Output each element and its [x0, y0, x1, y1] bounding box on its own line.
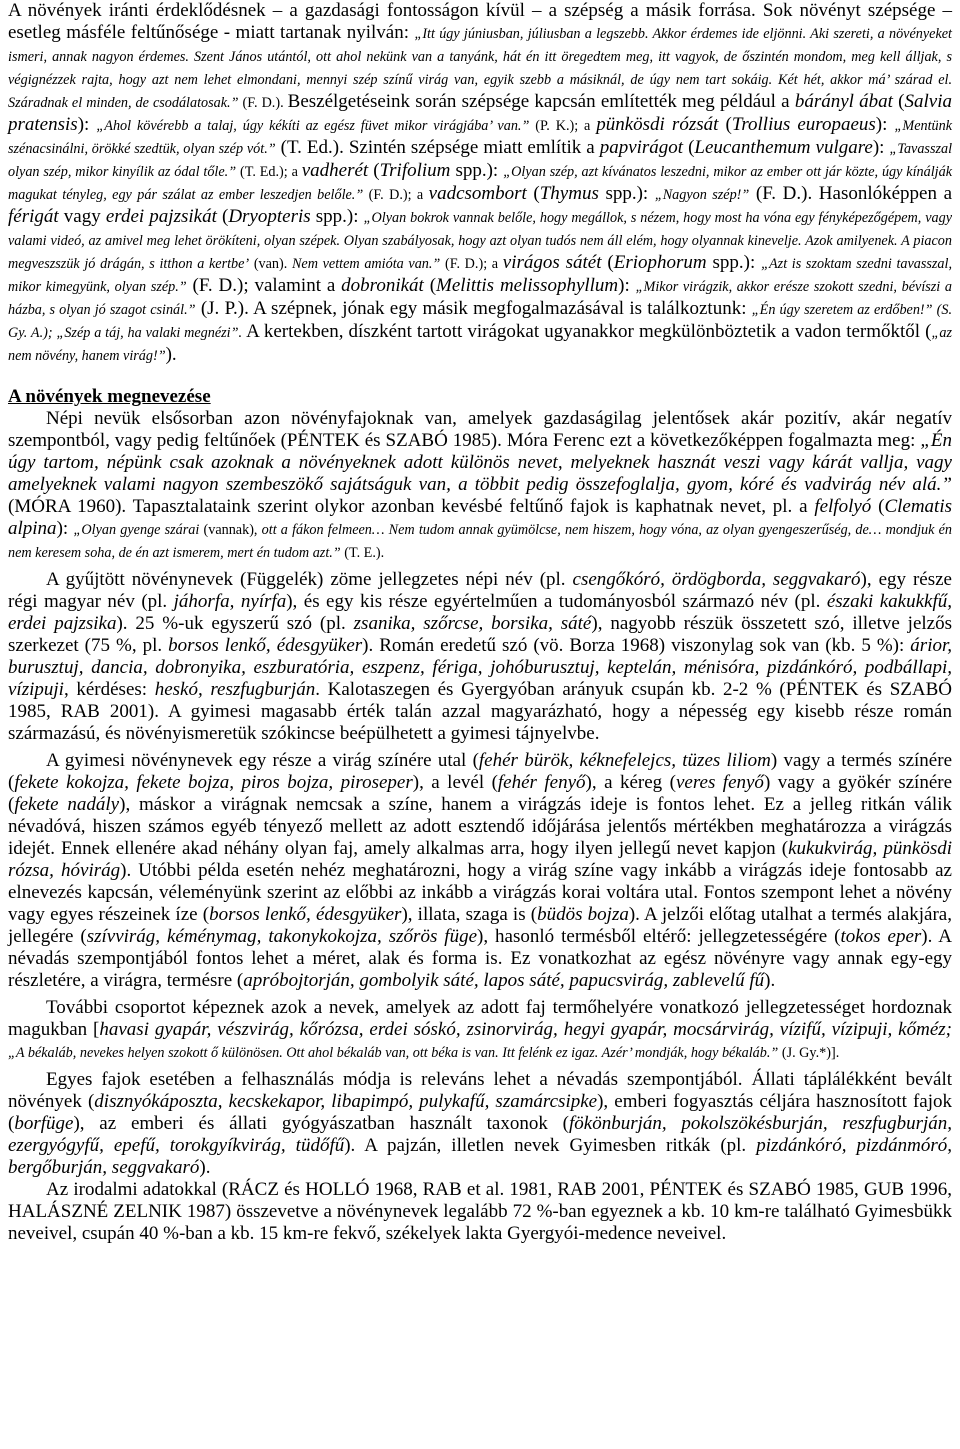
text-run: 2001). A gyimesi magasabb érték talán azzal magyarázható, hogy a népesség egy kisebb része román származású, és növényismeretük szókincse beépülhetett a gyimesi tájnyelvbe. [8, 701, 952, 744]
quote: „Itt úgy júniusban, júliusban a legszebb. Akkor érdemes ide eljönni. Aki szereti, a növényeket ismeri, annak nagyon érdemes. Szent János utántól, ott ahol nekünk van a tanyánk, hát én itt öregedtem meg, itt vagyok, de őszintén mondom, meg kell álljak, s végignézzek rajta, hogy azt nem lehet elmondani, mennyi szép színű virág van, egyik szebb a másiknál, de úgy nem tart sokáig. Két hét, akkor má’ szárad el. Száradnak el minden, de csodálatosak.” [8, 26, 952, 111]
text-run: ( [892, 91, 905, 112]
author-name: SZABÓ [385, 430, 448, 451]
text-run: ) vagy a termés színére ( [8, 750, 953, 793]
text-run: ), hasonló termésből eltérő: [477, 926, 699, 947]
source-ref: (T. Ed.); a [236, 164, 302, 180]
plant-name: disznyókáposzta, kecskekapor, libapimpó, pulykafű, szamárcsipke [94, 1091, 598, 1112]
text-run: A gyimesi növénynevek egy része a virág színére utal ( [46, 750, 479, 771]
text-run: ). [764, 970, 776, 991]
quote: „Olyan gyenge szárai [73, 522, 200, 538]
latin-name: Trifolium [379, 160, 451, 181]
paragraph-names-4 [8, 997, 952, 1064]
source-ref: (F. D.); a [363, 187, 429, 203]
text-run: és [359, 430, 386, 451]
author-name: RÁCZ [228, 1179, 279, 1200]
latin-name: Dryopteris [228, 206, 311, 227]
text-run: ). Utóbbi példa esetén nehéz meghatározni, hogy a virág színe vagy inkább a virágzás ideje fontosabb az elnevezés kapcsán, véleményünk szerint az előbbi az inkább a virágzás korai voltára utal. Fontos szempont lehet a növény vagy egyes részeinek íze ( [8, 860, 952, 925]
quote: „Én úgy tartom, népünk csak azoknak a növényeknek adott különös nevet, melyeknek hasznát veszi vagy kárát vallja, vagy amelyeknek valami nagyon szembeszökő sajátságuk van, a többit pedig összefoglalja, gyom, kóré és vadvirág név alá.” [8, 430, 952, 495]
text-run: és [278, 1179, 306, 1200]
author-name: RAB [60, 701, 100, 722]
plant-name: fehér bürök, kéknefelejcs, tüzes liliom [478, 750, 771, 771]
text-run: (T. Ed.). Szintén szépsége miatt említik a [275, 137, 600, 158]
text-run: ( [871, 496, 885, 517]
latin-name: Trollius europaeus [731, 114, 876, 135]
plant-name: borfüge [14, 1113, 74, 1134]
plant-name: férigát [8, 206, 59, 227]
text-run: . Kalotaszegen és Gyergyóban arányuk csupán kb. 2-2 % ( [315, 679, 786, 700]
quote: „A békaláb, nevekes helyen szokott ő különösen. Ott ahol békaláb van, ott béka is van. Itt felénk ez igaz. Azér’ mondják, hogy békaláb.” [8, 1045, 779, 1061]
text-run: vagy [58, 206, 106, 227]
text-run: ), egy része régi magyar név (pl. [8, 569, 952, 612]
text-run: A növények iránti érdeklődésnek – a gazdasági fontosságon kívül – a szépség a másik forrása. Sok növényt szépsége – esetleg másféle feltűnősége - miatt tartanak nyilván: [8, 0, 952, 43]
quote: „Én úgy szeretem az erdőben!” (S. Gy. A.); „Szép a táj, ha valaki megnézi”. [8, 302, 952, 341]
text-run: spp.): [310, 206, 364, 227]
plant-name: heskó, reszfugburján [154, 679, 316, 700]
text-run: Népi nevük elsősorban azon növényfajoknak van, amelyek gazdaságilag jelentősek akár pozitív, akár negatív szempontból, vagy pedig feltűnőek ( [8, 408, 952, 451]
plant-name: északi kakukkfű, erdei pajzsika [8, 591, 952, 634]
plant-name: kukukvirág, pünkösdi rózsa, hóvirág [8, 838, 952, 881]
text-run: ( [368, 160, 380, 181]
author-name: HOLLÓ [305, 1179, 370, 1200]
text-run: ). [165, 344, 177, 365]
plant-name: pizdánkóró, pizdánmóró, bergőburján, seggvakaró [8, 1135, 952, 1178]
plant-name: virágos sátét [502, 252, 602, 273]
text-run: (F. D.); valamint a [186, 275, 342, 296]
author-name: MÓRA [14, 496, 71, 517]
plant-name: fehér fenyő [497, 772, 586, 793]
section-heading: A növények megnevezése [8, 386, 211, 407]
plant-name: havasi gyapár, vészvirág, kőrózsa, erdei sóskó, zsinorvirág, hegyi gyapár, mocsárvirág, vízifű, vízipuji, kőméz; [99, 1019, 952, 1040]
latin-name: Leucanthemum vulgare [694, 137, 873, 158]
text-run: ): [77, 114, 97, 135]
plant-name: veres fenyő [675, 772, 764, 793]
text-run: ( [526, 183, 540, 204]
text-run: (vannak), [199, 522, 262, 538]
source-ref: (F. D.); a [440, 256, 503, 272]
quote: „Nagyon szép!” [654, 187, 750, 203]
text-run: ), és egy kis része egyértelműen a tudományosból származó név (pl. [286, 591, 827, 612]
plant-name: csengőkóró, ördögborda, seggvakaró [572, 569, 861, 590]
plant-name: borsos lenkő, édesgyüker [168, 635, 363, 656]
text-run: ): [872, 137, 890, 158]
quote: „Mikor virágzik, akkor erésze szokott szedni, bévíszi a házba, s olyan jó szagot csinál.” [8, 279, 953, 318]
text-run: ( [718, 114, 732, 135]
text-run: spp.): [598, 183, 655, 204]
text-run: et al. 1981, [461, 1179, 558, 1200]
text-run: ), nagyobb részük összetett szó, illetve jelzős szerkezet (75 %, pl. [8, 613, 952, 656]
text-run: ): [875, 114, 895, 135]
text-run: ) vagy a gyökér színére ( [8, 772, 953, 815]
text-run: 2001, [596, 1179, 650, 1200]
plant-name: fökönburján, pokolszökésburján, reszfugburján, ezergyógyfű, epefű, torokgyíkvirág, tüdőfű [8, 1113, 952, 1156]
plant-name: fekete kokojza, fekete bojza, piros bojza, piroseper [14, 772, 413, 793]
text-run: ): [618, 275, 636, 296]
quote: „Olyan szép, azt kívánatos leszedni, mikor az ember ott jár közte, úgy kínálják magukat tényleg, egy pár szálat az ember leszedjen belőle.” [8, 164, 953, 203]
quote: „Azt is szoktam szedni tavasszal, mikor kimegyünk, olyan szép.” [8, 256, 953, 295]
text-run: (F. D.). Hasonlóképpen a [749, 183, 953, 204]
quote: „Mentünk szénacsinálni, örökké szedtük, olyan szép vót.” [8, 118, 953, 157]
text-run: jellegzetességére ( [698, 926, 841, 947]
latin-name: Thymus [539, 183, 599, 204]
quote: „Tavasszal olyan szép, mikor kinyílik az ódal tőle.” [8, 141, 953, 180]
text-run: , kérdéses: [63, 679, 155, 700]
plant-name: vadcsombort [428, 183, 527, 204]
text-run: ( [423, 275, 437, 296]
quote: Nem vettem amióta van.” [291, 256, 441, 272]
paragraph-names-2 [8, 569, 952, 745]
paragraph-names-6 [8, 1179, 952, 1245]
text-run: A kertekben, díszként tartott virágokat ugyanakkor megkülönböztetik a vadon termőktől ( [242, 321, 932, 342]
author-name: SZABÓ [748, 1179, 811, 1200]
text-run: ): [56, 518, 74, 539]
plant-name: zsanika, szőrcse, borsika, sáté [353, 613, 592, 634]
latin-name: Clematis alpina [8, 496, 952, 539]
latin-name: Eriophorum [613, 252, 707, 273]
source-ref: (F. D.). [238, 95, 288, 111]
text-run: A gyűjtött növénynevek (Függelék) zöme jellegzetes népi név (pl. [46, 569, 573, 590]
plant-name: erdei pajzsikát [105, 206, 217, 227]
quote: ott a fákon felmeen… Nem tudom annak gyümölcse, nem hiszem, hogy vóna, az olyan gyengeszerűség, de… mondjuk én nem keresem soha, de én azt ismerem, mert én tudom azt.” [8, 522, 952, 561]
plant-name: büdös bojza [537, 904, 629, 925]
plant-name: dobronikát [341, 275, 424, 296]
text-run: ). Román eredetű szó (vö. Borza 1968) viszonylag sok van (kb. 5 %): [362, 635, 911, 656]
plant-name: pünkösdi rózsát [596, 114, 719, 135]
text-run: 1968, [369, 1179, 423, 1200]
latin-name: Melittis melissophyllum [436, 275, 619, 296]
text-run: Egyes fajok esetében a felhasználás módja is releváns lehet a névadás szempontjából. Állati táplálékként bevált növények ( [8, 1069, 952, 1112]
text-run: ( [216, 206, 229, 227]
text-run: ). A pajzán, illetlen nevek Gyimesben ritkák (pl. [344, 1135, 757, 1156]
text-run: ). A jelzői előtag utalhat a termés alakjára, jellegére ( [8, 904, 952, 947]
text-run: 1996, [904, 1179, 953, 1200]
text-run: ), az emberi és állati gyógyászatban használt taxonok ( [73, 1113, 569, 1134]
author-name: SZABÓ [889, 679, 953, 700]
plant-name: jáhorfa, nyírfa [173, 591, 287, 612]
paragraph-beauty [8, 0, 952, 367]
text-run: 1985). Móra Ferenc ezt a következőképpen fogalmazta meg: [447, 430, 921, 451]
text-run: ( [683, 137, 695, 158]
text-run: Beszélgetéseink során szépsége kapcsán említették meg például a [287, 91, 795, 112]
text-run: spp.): [450, 160, 504, 181]
plant-name: papvirágot [599, 137, 684, 158]
text-run: 1987) összevetve a növénynevek legalább 72 %-ban egyeznek a kb. 10 km-re található Gyimesbükk neveivel, csupán 40 %-ban a kb. 15 km-re fekvő, székelyek lakta Gyergyói-medence neveivel. [8, 1201, 952, 1244]
latin-name: Salvia pratensis [8, 91, 952, 135]
author-name: RAB [422, 1179, 462, 1200]
text-run: ( [8, 496, 15, 517]
author-name: RAB [557, 1179, 597, 1200]
text-run: ). 25 %-uk egyszerű szó (pl. [116, 613, 354, 634]
paragraph-names-3 [8, 750, 952, 992]
text-run: ), illata, szaga is ( [401, 904, 538, 925]
text-run: ). [199, 1157, 211, 1178]
author-name: PÉNTEK [649, 1179, 723, 1200]
quote: „Ahol kövérebb a talaj, úgy kékíti az egész füvet mikor virágjába’ van.” [96, 118, 530, 134]
quote: „az nem növény, hanem virág!” [8, 325, 952, 364]
plant-name: felfolyó [814, 496, 872, 517]
source-ref: (J. Gy.*)]. [778, 1045, 840, 1061]
text-run: ), emberi fogyasztás céljára hasznosított fajok ( [8, 1091, 952, 1134]
text-run: További csoportot képeznek azok a nevek, amelyek az adott faj termőhelyére vonatkozó jellegzetességet hordoznak magukban [ [8, 997, 952, 1040]
plant-name: vadherét [301, 160, 369, 181]
text-run: és [858, 679, 890, 700]
plant-name: szívvirág, kéménymag, takonykokojza, szőrös füge [86, 926, 478, 947]
text-run: ), máskor a virágnak nemcsak a színe, hanem a virágzás ideje is fontos lehet. Ez a jelleg ritkán válik névadóvá, hiszen számos egyéb tényező mellett az adott esztendő időjárása jelentős mértékben meghatározza a virágzás idejét. Ennek ellenére akad néhány olyan faj, amely alkalmas arra, hogy ilyen jellegű nevet kapjon ( [8, 794, 952, 859]
plant-name: árior, burusztuj, dancia, dobronyika, eszburatória, eszpenz, fériga, johóburusztuj, keptelán, ménisóra, pizdánkóró, podbállapi, vízipuji [8, 635, 953, 700]
text-run: 1985, [810, 1179, 864, 1200]
text-run: ), a kéreg ( [585, 772, 676, 793]
author-name: GUB [863, 1179, 905, 1200]
text-run: 1960). Tapasztalataink szerint olykor azonban kevésbé feltűnő fajok is kaphatnak nevet, pl. a [70, 496, 815, 517]
text-run: Az irodalmi adatokkal ( [46, 1179, 229, 1200]
paragraph-names-1 [8, 408, 952, 564]
quote: „Olyan bokrok vannak belőle, hogy megállok, s nézem, hogy most ha vóna egy fényképezőgépem, vagy valami videó, az amivel meg lehet örökíteni, olyan szépek. Olyan szabályosak, hogy azt olyan tudós nem áll elém, hogy olyannak kinevelje. Azok amilyenek. A piacon megveszszük jó drágán, s itthon a kertbe’ [8, 210, 953, 272]
text-run: ( [601, 252, 614, 273]
source-ref: (T. E.). [340, 545, 385, 561]
author-name: PÉNTEK [286, 430, 360, 451]
text-run: és [722, 1179, 749, 1200]
plant-name: apróbojtorján, gombolyik sáté, lapos sáté, papucsvirág, zablevelű fű [243, 970, 765, 991]
author-name: HALÁSZNÉ ZELNIK [8, 1201, 182, 1222]
author-name: PÉNTEK [785, 679, 859, 700]
paragraph-names-5 [8, 1069, 952, 1179]
plant-name: bárányl ábat [794, 91, 893, 112]
text-run: (J. P.). A szépnek, jónak egy másik megfogalmazásával is találkoztunk: [195, 298, 752, 319]
source-ref: (P. K.); a [529, 118, 597, 134]
text-run: ). A névadás szempontjából fontos lehet a méret, alak és forma is. Ez vonatkozhat az egész növényre vagy annak egy-egy részletére, a virágra, termésre ( [8, 926, 953, 991]
plant-name: fekete nadály [14, 794, 120, 815]
text-run: 1985, [8, 701, 61, 722]
plant-name: tokos eper [840, 926, 922, 947]
text-run: ), a levél ( [412, 772, 498, 793]
text-run: (van). [249, 256, 292, 272]
plant-name: borsos lenkő, édesgyüker [209, 904, 402, 925]
text-run: spp.): [706, 252, 762, 273]
